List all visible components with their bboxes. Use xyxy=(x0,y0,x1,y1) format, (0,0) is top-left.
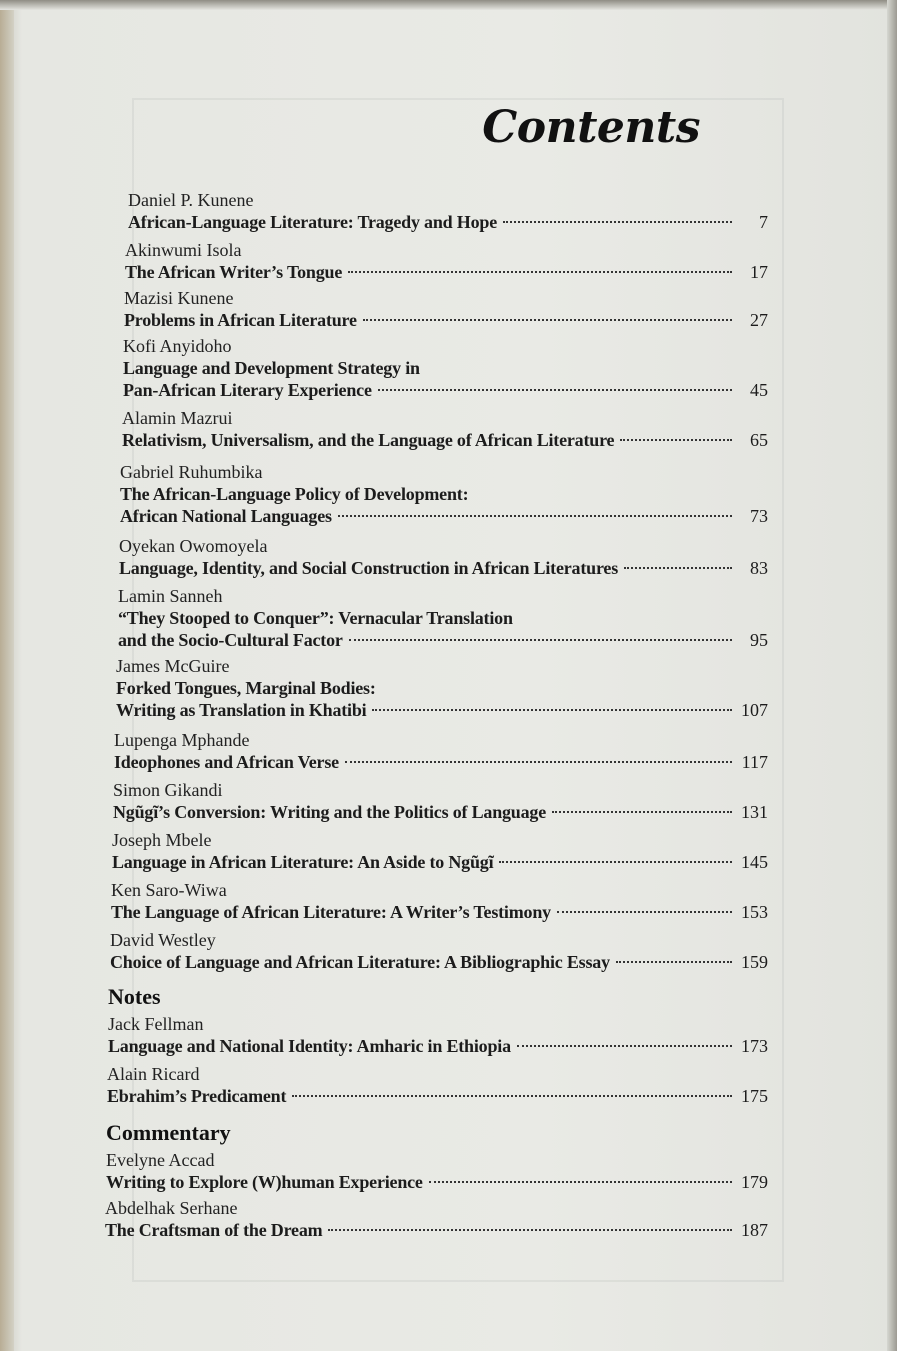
entry-author: Alamin Mazrui xyxy=(122,408,233,428)
entry-title: The African Writer’s Tongue xyxy=(125,262,343,282)
dot-leader xyxy=(372,708,732,711)
entry-author: Lamin Sanneh xyxy=(118,586,223,606)
entry-author: Lupenga Mphande xyxy=(114,730,250,750)
dot-leader xyxy=(552,810,732,813)
entry-title: Ideophones and African Verse xyxy=(114,752,339,772)
entry-page: 187 xyxy=(741,1220,768,1240)
entry-title: Language and National Identity: Amharic in Ethiopia xyxy=(108,1036,511,1056)
entry-title-line[interactable] xyxy=(105,1219,768,1241)
dot-leader xyxy=(292,1094,732,1097)
page-title: Contents xyxy=(482,102,700,153)
toc-entry xyxy=(112,830,768,873)
entry-author: Gabriel Ruhumbika xyxy=(120,462,263,482)
entry-title: African National Languages xyxy=(120,506,332,526)
entry-page: 95 xyxy=(750,630,768,650)
commentary-heading: Commentary xyxy=(106,1120,231,1145)
entry-title: The Language of African Literature: A Writer’s Testimony xyxy=(111,902,551,922)
entry-title-line-1[interactable]: The African-Language Policy of Development: xyxy=(120,484,469,504)
toc-entry xyxy=(122,408,768,451)
toc-entry xyxy=(105,1198,768,1241)
entry-title: Pan-African Literary Experience xyxy=(123,380,372,400)
entry-page: 159 xyxy=(741,952,768,972)
entry-page: 145 xyxy=(741,852,768,872)
entry-page: 45 xyxy=(750,380,768,400)
dot-leader xyxy=(429,1180,732,1183)
entry-title-line[interactable] xyxy=(119,557,768,579)
dot-leader xyxy=(616,960,732,963)
toc-entry xyxy=(106,1150,768,1193)
entry-title-line[interactable] xyxy=(118,629,768,651)
entry-author: Mazisi Kunene xyxy=(124,288,234,308)
entry-title: Ebrahim’s Predicament xyxy=(107,1086,287,1106)
entry-author: Akinwumi Isola xyxy=(125,240,242,260)
toc-entry xyxy=(123,336,768,401)
page-right-edge xyxy=(887,0,897,1351)
entry-title: Writing as Translation in Khatibi xyxy=(116,700,367,720)
dot-leader xyxy=(328,1228,732,1231)
entry-page: 65 xyxy=(750,430,768,450)
entry-page: 7 xyxy=(759,212,768,232)
entry-page: 173 xyxy=(741,1036,768,1056)
entry-title-line[interactable] xyxy=(122,429,768,451)
entry-title-line[interactable] xyxy=(112,851,768,873)
entry-title: Language, Identity, and Social Construction in African Literatures xyxy=(119,558,619,578)
table-of-contents xyxy=(104,190,768,1270)
dot-leader xyxy=(503,220,732,223)
dot-leader xyxy=(345,760,732,763)
entry-author: Jack Fellman xyxy=(108,1014,204,1034)
entry-title: Problems in African Literature xyxy=(124,310,357,330)
entry-title: Choice of Language and African Literature: A Bibliographic Essay xyxy=(110,952,610,972)
dot-leader xyxy=(363,318,732,321)
toc-entry xyxy=(118,586,768,651)
dot-leader xyxy=(517,1044,732,1047)
dot-leader xyxy=(624,566,732,569)
dot-leader xyxy=(348,270,732,273)
entry-title-line[interactable] xyxy=(114,751,768,773)
entry-title-line-1[interactable]: Language and Development Strategy in xyxy=(123,358,420,378)
entry-page: 83 xyxy=(750,558,768,578)
entry-title-line[interactable] xyxy=(110,951,768,973)
entry-author: Oyekan Owomoyela xyxy=(119,536,268,556)
dot-leader xyxy=(620,438,732,441)
entry-author: Simon Gikandi xyxy=(113,780,223,800)
entry-title: Ngũgĩ’s Conversion: Writing and the Politics of Language xyxy=(113,802,546,822)
toc-entry xyxy=(108,1014,768,1057)
entry-page: 117 xyxy=(741,752,768,772)
entry-title: and the Socio-Cultural Factor xyxy=(118,630,343,650)
page-top-edge xyxy=(0,0,897,10)
entry-page: 107 xyxy=(741,700,768,720)
entry-author: James McGuire xyxy=(116,656,230,676)
entry-title: Language in African Literature: An Aside to Ngũgĩ xyxy=(112,852,494,872)
entry-title-line[interactable] xyxy=(107,1085,768,1107)
entry-title: African-Language Literature: Tragedy and Hope xyxy=(128,212,497,232)
toc-entry xyxy=(107,1064,768,1107)
entry-title: Writing to Explore (W)human Experience xyxy=(106,1172,423,1192)
dot-leader xyxy=(378,388,732,391)
page-binding xyxy=(0,0,14,1351)
entry-page: 153 xyxy=(741,902,768,922)
entry-author: Daniel P. Kunene xyxy=(128,190,254,210)
entry-title-line[interactable] xyxy=(106,1171,768,1193)
entry-title-line[interactable] xyxy=(111,901,768,923)
entry-page: 27 xyxy=(750,310,768,330)
entry-title-line[interactable] xyxy=(125,261,768,283)
entry-author: Abdelhak Serhane xyxy=(105,1198,238,1218)
entry-title: The Craftsman of the Dream xyxy=(105,1220,323,1240)
toc-entry xyxy=(113,780,768,823)
entry-title-line-1[interactable]: “They Stooped to Conquer”: Vernacular Translation xyxy=(118,608,513,628)
toc-entry xyxy=(116,656,768,721)
entry-author: Kofi Anyidoho xyxy=(123,336,232,356)
toc-entry xyxy=(120,462,768,527)
entry-title-line[interactable] xyxy=(124,309,768,331)
notes-heading: Notes xyxy=(108,984,161,1009)
toc-entry xyxy=(119,536,768,579)
entry-page: 179 xyxy=(741,1172,768,1192)
entry-title-line[interactable] xyxy=(128,211,768,233)
entry-title-line[interactable] xyxy=(108,1035,768,1057)
entry-author: David Westley xyxy=(110,930,216,950)
dot-leader xyxy=(338,514,732,517)
toc-entry xyxy=(114,730,768,773)
entry-title-line[interactable] xyxy=(113,801,768,823)
entry-author: Ken Saro-Wiwa xyxy=(111,880,227,900)
dot-leader xyxy=(557,910,732,913)
entry-author: Alain Ricard xyxy=(107,1064,200,1084)
toc-entry xyxy=(124,288,768,331)
entry-title-line[interactable] xyxy=(116,699,768,721)
entry-title-line[interactable] xyxy=(123,379,768,401)
toc-entry xyxy=(110,930,768,973)
entry-author: Joseph Mbele xyxy=(112,830,212,850)
toc-entry xyxy=(128,190,768,233)
entry-page: 175 xyxy=(741,1086,768,1106)
entry-page: 131 xyxy=(741,802,768,822)
entry-author: Evelyne Accad xyxy=(106,1150,215,1170)
toc-entry xyxy=(125,240,768,283)
entry-page: 17 xyxy=(750,262,768,282)
entry-title-line[interactable] xyxy=(120,505,768,527)
dot-leader xyxy=(499,860,732,863)
dot-leader xyxy=(349,638,732,641)
toc-entry xyxy=(111,880,768,923)
entry-title-line-1[interactable]: Forked Tongues, Marginal Bodies: xyxy=(116,678,376,698)
entry-page: 73 xyxy=(750,506,768,526)
entry-title: Relativism, Universalism, and the Language of African Literature xyxy=(122,430,615,450)
